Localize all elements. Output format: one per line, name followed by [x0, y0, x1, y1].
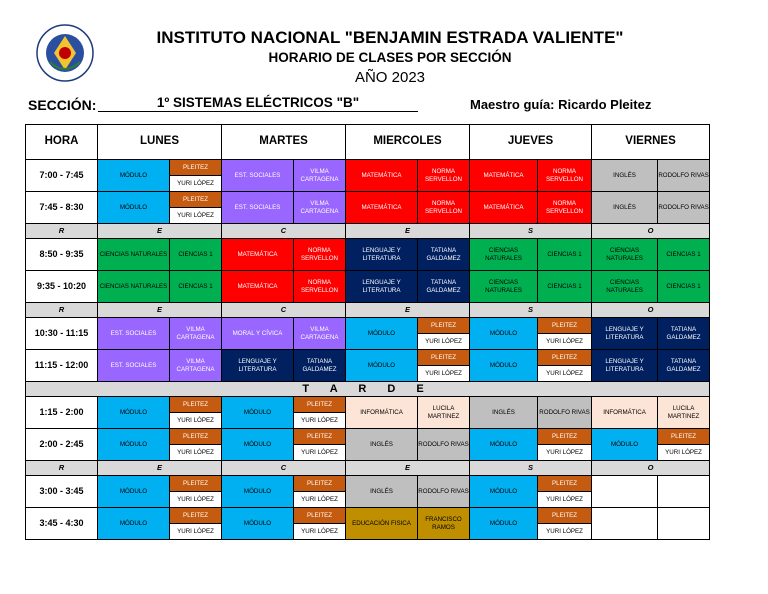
empty-cell: [592, 476, 658, 508]
teacher-primary: PLEITEZ: [170, 508, 221, 524]
subject-cell: LENGUAJE Y LITERATURA: [592, 350, 658, 382]
afternoon-divider-row: [26, 382, 710, 397]
teacher-cell: NORMA SERVELLON: [294, 239, 346, 271]
time-slot: 3:00 - 3:45: [26, 476, 98, 508]
section-label: SECCIÓN:: [28, 97, 97, 113]
schedule-row: [26, 350, 710, 382]
teacher-secondary: YURI LÓPEZ: [418, 334, 469, 349]
subject-cell: CIENCIAS NATURALES: [592, 239, 658, 271]
subject-cell: INFORMÁTICA: [346, 397, 418, 429]
teacher-secondary: YURI LÓPEZ: [170, 445, 221, 460]
col-miercoles: MIERCOLES: [346, 125, 470, 160]
subject-cell: MÓDULO: [98, 160, 170, 192]
teacher-primary: PLEITEZ: [418, 350, 469, 366]
teacher-cell: VILMA CARTAGENA: [294, 160, 346, 192]
subject-cell: MÓDULO: [222, 508, 294, 540]
recess-letter: O: [592, 303, 710, 318]
teacher-cell: VILMA CARTAGENA: [294, 192, 346, 224]
teacher-split-cell: [538, 350, 592, 382]
teacher-secondary: YURI LÓPEZ: [170, 176, 221, 191]
subject-cell: CIENCIAS NATURALES: [98, 239, 170, 271]
teacher-primary: PLEITEZ: [538, 350, 591, 366]
schedule-row: [26, 192, 710, 224]
guide-label: Maestro guía:: [470, 97, 555, 112]
empty-cell: [658, 508, 710, 540]
teacher-primary: PLEITEZ: [418, 318, 469, 334]
teacher-split-cell: [170, 397, 222, 429]
recess-letter: O: [592, 461, 710, 476]
schedule-subtitle: HORARIO DE CLASES POR SECCIÓN: [268, 50, 512, 65]
subject-cell: MÓDULO: [222, 397, 294, 429]
subject-cell: MÓDULO: [470, 508, 538, 540]
teacher-primary: PLEITEZ: [170, 160, 221, 176]
teacher-split-cell: [538, 476, 592, 508]
teacher-cell: CIENCIAS 1: [170, 271, 222, 303]
subject-cell: INGLÉS: [346, 429, 418, 461]
guide-name: Ricardo Pleitez: [558, 97, 652, 112]
teacher-split-cell: [658, 429, 710, 461]
subject-cell: LENGUAJE Y LITERATURA: [592, 318, 658, 350]
teacher-cell: TATIANA GALDAMEZ: [418, 271, 470, 303]
recess-letter: S: [470, 224, 592, 239]
recess-marker: R: [26, 303, 98, 318]
subject-cell: MORAL Y CÍVICA: [222, 318, 294, 350]
teacher-cell: LUCILA MARTINEZ: [418, 397, 470, 429]
subject-cell: MÓDULO: [346, 350, 418, 382]
teacher-secondary: YURI LÓPEZ: [658, 445, 709, 460]
subject-cell: EDUCACIÓN FISICA: [346, 508, 418, 540]
recess-letter: E: [346, 224, 470, 239]
teacher-primary: PLEITEZ: [170, 397, 221, 413]
teacher-cell: TATIANA GALDAMEZ: [658, 318, 710, 350]
teacher-cell: TATIANA GALDAMEZ: [294, 350, 346, 382]
teacher-cell: RODOLFO RIVAS: [418, 429, 470, 461]
teacher-secondary: YURI LÓPEZ: [538, 334, 591, 349]
teacher-cell: NORMA SERVELLON: [538, 160, 592, 192]
teacher-split-cell: [294, 508, 346, 540]
teacher-cell: RODOLFO RIVAS: [658, 160, 710, 192]
teacher-primary: PLEITEZ: [294, 476, 345, 492]
empty-cell: [658, 476, 710, 508]
subject-cell: INGLÉS: [592, 192, 658, 224]
recess-row: [26, 224, 710, 239]
teacher-primary: PLEITEZ: [294, 397, 345, 413]
subject-cell: LENGUAJE Y LITERATURA: [346, 271, 418, 303]
subject-cell: INGLÉS: [470, 397, 538, 429]
subject-cell: MÓDULO: [592, 429, 658, 461]
time-slot: 11:15 - 12:00: [26, 350, 98, 382]
subject-cell: MATEMÁTICA: [470, 192, 538, 224]
teacher-cell: RODOLFO RIVAS: [418, 476, 470, 508]
teacher-primary: PLEITEZ: [170, 476, 221, 492]
subject-cell: INFORMÁTICA: [592, 397, 658, 429]
teacher-split-cell: [294, 429, 346, 461]
schedule-row: [26, 508, 710, 540]
subject-cell: CIENCIAS NATURALES: [592, 271, 658, 303]
teacher-cell: CIENCIAS 1: [538, 271, 592, 303]
time-slot: 7:45 - 8:30: [26, 192, 98, 224]
subject-cell: MÓDULO: [98, 508, 170, 540]
empty-cell: [592, 508, 658, 540]
teacher-cell: NORMA SERVELLON: [294, 271, 346, 303]
subject-cell: EST. SOCIALES: [222, 160, 294, 192]
teacher-cell: VILMA CARTAGENA: [170, 350, 222, 382]
teacher-secondary: YURI LÓPEZ: [170, 413, 221, 428]
schedule-row: [26, 318, 710, 350]
schedule-body: [26, 160, 710, 540]
schedule-row: [26, 271, 710, 303]
recess-letter: C: [222, 303, 346, 318]
teacher-split-cell: [418, 318, 470, 350]
teacher-split-cell: [538, 318, 592, 350]
recess-letter: O: [592, 224, 710, 239]
teacher-secondary: YURI LÓPEZ: [538, 492, 591, 507]
col-martes: MARTES: [222, 125, 346, 160]
teacher-cell: RODOLFO RIVAS: [538, 397, 592, 429]
recess-row: [26, 461, 710, 476]
teacher-secondary: YURI LÓPEZ: [294, 445, 345, 460]
time-slot: 3:45 - 4:30: [26, 508, 98, 540]
teacher-cell: FRANCISCO RAMOS: [418, 508, 470, 540]
teacher-primary: PLEITEZ: [538, 476, 591, 492]
schedule-row: [26, 160, 710, 192]
time-slot: 2:00 - 2:45: [26, 429, 98, 461]
recess-letter: S: [470, 303, 592, 318]
teacher-secondary: YURI LÓPEZ: [294, 413, 345, 428]
recess-letter: C: [222, 461, 346, 476]
col-viernes: VIERNES: [592, 125, 710, 160]
teacher-split-cell: [170, 476, 222, 508]
teacher-primary: PLEITEZ: [294, 429, 345, 445]
teacher-split-cell: [170, 508, 222, 540]
subject-cell: MÓDULO: [470, 429, 538, 461]
recess-letter: E: [98, 461, 222, 476]
teacher-secondary: YURI LÓPEZ: [418, 366, 469, 381]
subject-cell: MÓDULO: [98, 192, 170, 224]
recess-letter: S: [470, 461, 592, 476]
subject-cell: MATEMÁTICA: [222, 239, 294, 271]
teacher-primary: PLEITEZ: [538, 508, 591, 524]
subject-cell: MATEMÁTICA: [470, 160, 538, 192]
col-jueves: JUEVES: [470, 125, 592, 160]
subject-cell: MÓDULO: [470, 350, 538, 382]
recess-marker: R: [26, 224, 98, 239]
teacher-split-cell: [170, 160, 222, 192]
section-value: 1º SISTEMAS ELÉCTRICOS "B": [98, 95, 418, 112]
recess-letter: E: [98, 303, 222, 318]
teacher-cell: CIENCIAS 1: [170, 239, 222, 271]
subject-cell: CIENCIAS NATURALES: [470, 239, 538, 271]
teacher-primary: PLEITEZ: [658, 429, 709, 445]
recess-letter: E: [346, 461, 470, 476]
teacher-cell: VILMA CARTAGENA: [170, 318, 222, 350]
subject-cell: EST. SOCIALES: [222, 192, 294, 224]
teacher-cell: NORMA SERVELLON: [538, 192, 592, 224]
guide-teacher: [470, 97, 651, 112]
teacher-secondary: YURI LÓPEZ: [538, 445, 591, 460]
teacher-split-cell: [170, 429, 222, 461]
subject-cell: CIENCIAS NATURALES: [470, 271, 538, 303]
afternoon-label: T A R D E: [26, 382, 710, 397]
subject-cell: MÓDULO: [98, 476, 170, 508]
teacher-primary: PLEITEZ: [170, 429, 221, 445]
subject-cell: MÓDULO: [98, 397, 170, 429]
teacher-secondary: YURI LÓPEZ: [170, 524, 221, 539]
teacher-primary: PLEITEZ: [538, 429, 591, 445]
col-hora: HORA: [26, 125, 98, 160]
subject-cell: MÓDULO: [470, 476, 538, 508]
teacher-split-cell: [418, 350, 470, 382]
recess-letter: E: [346, 303, 470, 318]
subject-cell: MATEMÁTICA: [346, 160, 418, 192]
schedule-row: [26, 476, 710, 508]
subject-cell: EST. SOCIALES: [98, 350, 170, 382]
time-slot: 10:30 - 11:15: [26, 318, 98, 350]
time-slot: 9:35 - 10:20: [26, 271, 98, 303]
recess-letter: E: [98, 224, 222, 239]
subject-cell: EST. SOCIALES: [98, 318, 170, 350]
subject-cell: LENGUAJE Y LITERATURA: [346, 239, 418, 271]
teacher-secondary: YURI LÓPEZ: [170, 208, 221, 223]
time-slot: 1:15 - 2:00: [26, 397, 98, 429]
header-row: [26, 125, 710, 160]
teacher-cell: TATIANA GALDAMEZ: [658, 350, 710, 382]
subject-cell: MÓDULO: [470, 318, 538, 350]
col-lunes: LUNES: [98, 125, 222, 160]
subject-cell: MATEMÁTICA: [346, 192, 418, 224]
time-slot: 8:50 - 9:35: [26, 239, 98, 271]
teacher-cell: LUCILA MARTINEZ: [658, 397, 710, 429]
teacher-cell: CIENCIAS 1: [658, 271, 710, 303]
subject-cell: MÓDULO: [222, 429, 294, 461]
recess-marker: R: [26, 461, 98, 476]
teacher-split-cell: [538, 508, 592, 540]
teacher-cell: NORMA SERVELLON: [418, 160, 470, 192]
teacher-split-cell: [294, 397, 346, 429]
teacher-cell: CIENCIAS 1: [538, 239, 592, 271]
teacher-split-cell: [170, 192, 222, 224]
teacher-secondary: YURI LÓPEZ: [170, 492, 221, 507]
schedule-row: [26, 239, 710, 271]
teacher-primary: PLEITEZ: [294, 508, 345, 524]
teacher-split-cell: [538, 429, 592, 461]
time-slot: 7:00 - 7:45: [26, 160, 98, 192]
schedule-row: [26, 397, 710, 429]
subject-cell: MÓDULO: [98, 429, 170, 461]
teacher-secondary: YURI LÓPEZ: [294, 492, 345, 507]
school-title: INSTITUTO NACIONAL "BENJAMIN ESTRADA VALIENTE": [156, 28, 624, 47]
subject-cell: MÓDULO: [346, 318, 418, 350]
schedule-year: AÑO 2023: [354, 69, 426, 86]
subject-cell: CIENCIAS NATURALES: [98, 271, 170, 303]
teacher-cell: TATIANA GALDAMEZ: [418, 239, 470, 271]
teacher-secondary: YURI LÓPEZ: [538, 524, 591, 539]
teacher-cell: CIENCIAS 1: [658, 239, 710, 271]
teacher-primary: PLEITEZ: [538, 318, 591, 334]
teacher-split-cell: [294, 476, 346, 508]
subject-cell: MATEMÁTICA: [222, 271, 294, 303]
recess-letter: C: [222, 224, 346, 239]
teacher-cell: NORMA SERVELLON: [418, 192, 470, 224]
recess-row: [26, 303, 710, 318]
subject-cell: LENGUAJE Y LITERATURA: [222, 350, 294, 382]
teacher-secondary: YURI LÓPEZ: [538, 366, 591, 381]
teacher-secondary: YURI LÓPEZ: [294, 524, 345, 539]
teacher-cell: RODOLFO RIVAS: [658, 192, 710, 224]
subject-cell: MÓDULO: [222, 476, 294, 508]
subject-cell: INGLÉS: [592, 160, 658, 192]
subject-cell: INGLÉS: [346, 476, 418, 508]
schedule-table: [25, 124, 710, 540]
school-logo: [36, 24, 94, 82]
teacher-cell: VILMA CARTAGENA: [294, 318, 346, 350]
teacher-primary: PLEITEZ: [170, 192, 221, 208]
schedule-row: [26, 429, 710, 461]
